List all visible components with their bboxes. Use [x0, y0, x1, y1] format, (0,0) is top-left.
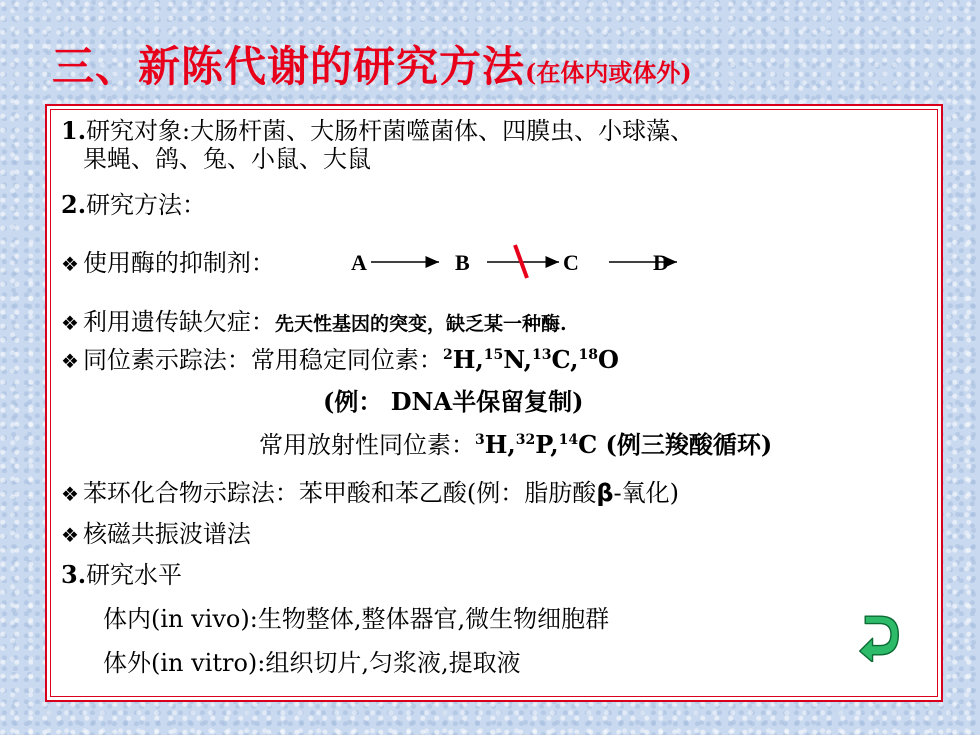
- research-objects-line: 1.研究对象:大肠杆菌、大肠杆菌噬菌体、四膜虫、小球藻、: [61, 116, 695, 145]
- bullet-diamond-icon: ❖: [61, 482, 79, 506]
- research-objects-cont: 果蝇、鸽、兔、小鼠、大鼠: [83, 145, 371, 173]
- pathway-node-d: D: [653, 250, 669, 275]
- return-arrow-icon[interactable]: [856, 612, 902, 662]
- methods-heading: 2.研究方法：: [61, 190, 207, 219]
- bullet-diamond-icon: ❖: [61, 523, 79, 547]
- pathway-node-c: C: [563, 250, 579, 275]
- nmr-line: ❖ 核磁共振波谱法: [61, 520, 251, 548]
- research-level-heading: 3.研究水平: [61, 560, 183, 589]
- page-title: 三、新陈代谢的研究方法(在体内或体外): [52, 42, 692, 91]
- benzene-tracer-line: ❖ 苯环化合物示踪法：苯甲酸和苯乙酸(例：脂肪酸β-氧化): [61, 479, 679, 507]
- radioisotope-line: 常用放射性同位素：$^3$H,$^{32}$P,$^{14}$C (例三羧酸循环): [259, 430, 773, 459]
- pathway-node-b: B: [455, 250, 470, 275]
- in-vivo-line: 体内(in vivo):生物整体,整体器官,微生物细胞群: [103, 605, 610, 633]
- bullet-diamond-icon: ❖: [61, 311, 79, 335]
- genetic-defect-line: ❖ 利用遗传缺欠症：先天性基因的突变，缺乏某一种酶.: [61, 308, 567, 336]
- page-subtitle: (在体内或体外): [525, 58, 692, 87]
- inhibition-pathway-diagram: [337, 240, 697, 280]
- isotope-tracer-line: ❖ 同位素示踪法：常用稳定同位素：$^2$H,$^{15}$N,$^{13}$C,$^{18}$O: [61, 345, 619, 374]
- in-vitro-line: 体外(in vitro):组织切片,匀浆液,提取液: [103, 649, 521, 677]
- enzyme-inhibitor-line: ❖ 使用酶的抑制剂：: [61, 249, 275, 277]
- bullet-diamond-icon: ❖: [61, 349, 79, 373]
- content-box: [45, 104, 943, 702]
- pathway-node-a: A: [351, 250, 367, 275]
- dna-example-line: (例： DNA半保留复制): [323, 387, 584, 416]
- bullet-diamond-icon: ❖: [61, 252, 79, 276]
